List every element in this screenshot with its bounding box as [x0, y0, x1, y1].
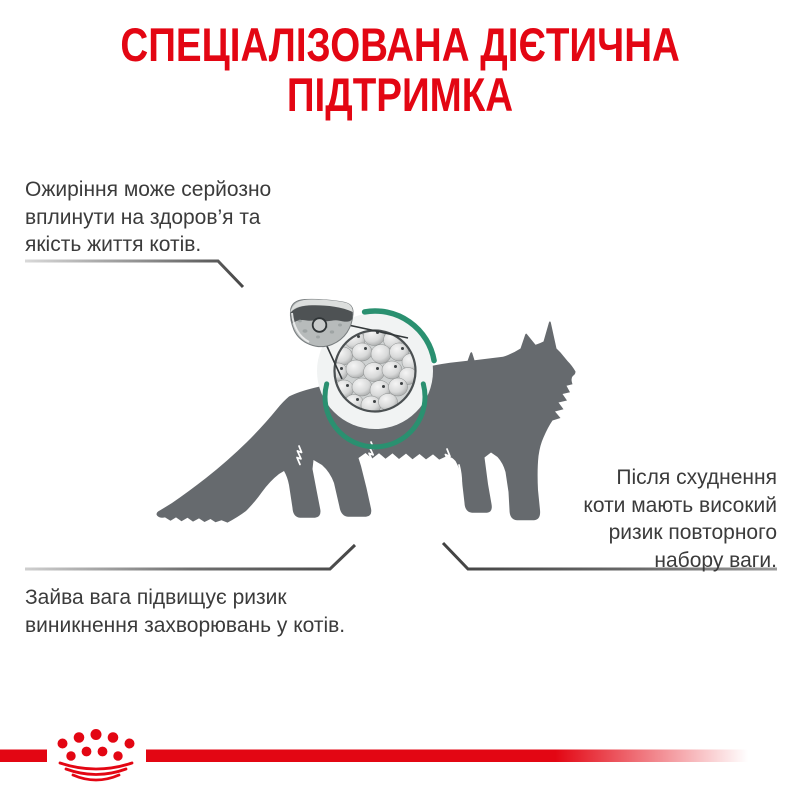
crown-dots: [58, 729, 135, 761]
callout-text-line: Зайва вага підвищує ризик: [25, 586, 287, 609]
magnifier-lens-icon: [313, 318, 327, 332]
page-title-line2: ПІДТРИМКА: [286, 68, 514, 121]
callout-obesity-text: [25, 176, 271, 259]
page-title-line1: СПЕЦІАЛІЗОВАНА ДІЄТИЧНА: [120, 18, 680, 71]
royal-canin-crown-logo: [0, 729, 748, 780]
callout-text-line: Після схуднення: [616, 466, 777, 489]
callout-text-line: вплинути на здоров’я та: [25, 205, 261, 229]
page-title: [0, 20, 800, 120]
callout-text-line: набору ваги.: [654, 548, 777, 572]
crown-arcs: [60, 763, 132, 780]
callout-line-bottom-left: [25, 545, 355, 569]
callout-text-line: ризик повторного: [608, 521, 777, 544]
callout-text-line: Ожиріння може серйозно: [25, 178, 272, 201]
fur-mark: [459, 465, 461, 499]
callout-text-line: коти мають високий: [583, 493, 777, 517]
callout-regain-text: [583, 464, 777, 574]
callout-line-top-left: [25, 261, 243, 287]
callout-text-line: якість життя котів.: [25, 233, 202, 256]
callout-text-line: виникнення захворювань у котів.: [25, 613, 346, 637]
callout-overweight-text: [25, 584, 345, 639]
